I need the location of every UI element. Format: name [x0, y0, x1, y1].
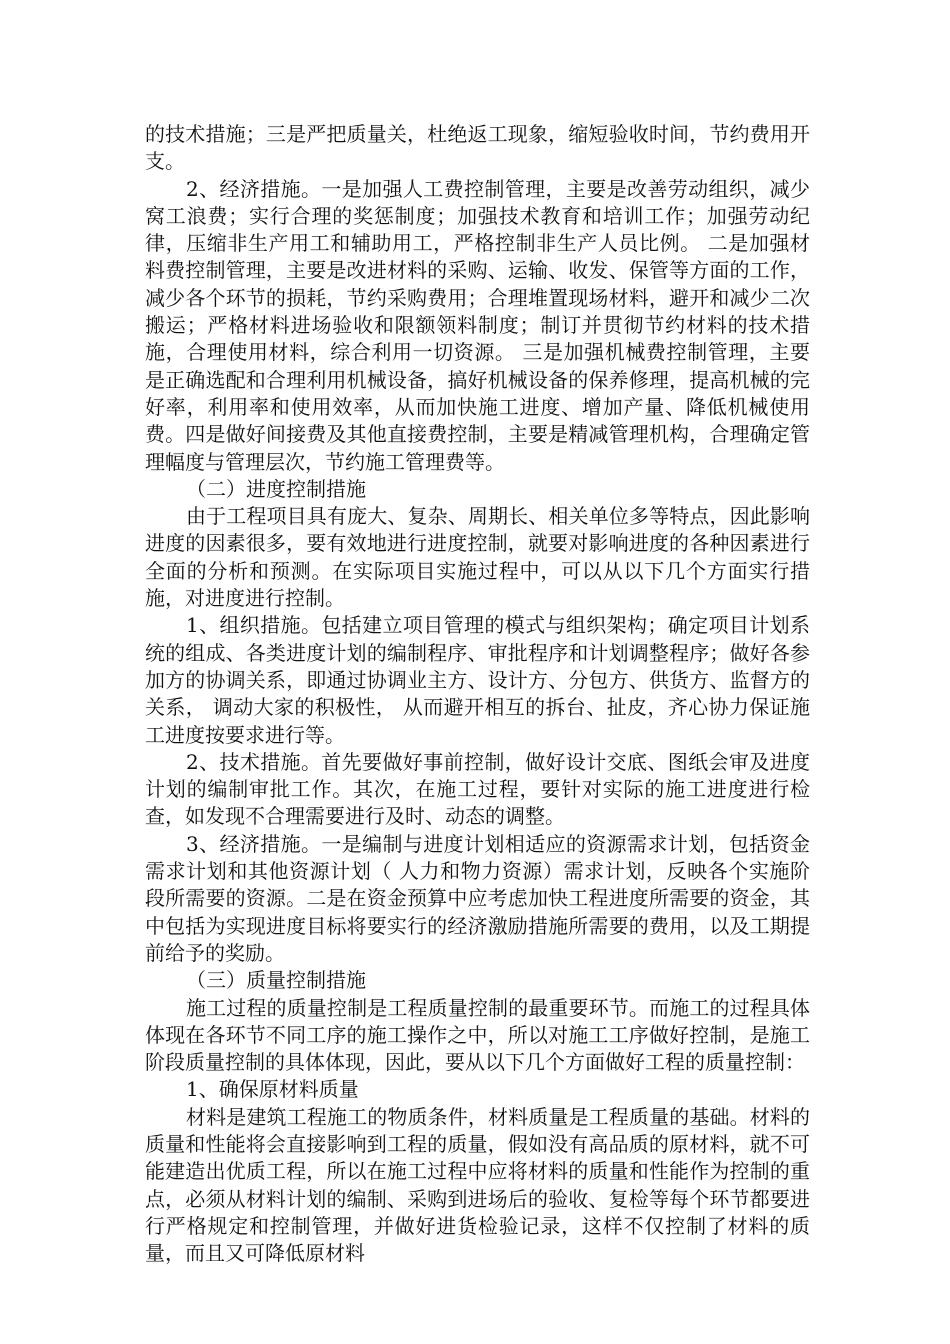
paragraph-schedule-intro: 由于工程项目具有庞大、复杂、周期长、相关单位多等特点，因此影响进度的因素很多，要有效地进行进度控制，就要对影响进度的各种因素进行全面的分析和预测。在实际项目实施过程中，可以从以下几个方面实行措施，对进度进行控制。: [145, 504, 810, 611]
paragraph-economic-measures: 2、经济措施。一是加强人工费控制管理，主要是改善劳动组织，减少窝工浪费；实行合理的奖惩制度；加强技术教育和培训工作；加强劳动纪律，压缩非生产用工和辅助用工，严格控制非生产人员比例。 二是加强材料费控制管理，主要是改进材料的采购、运输、收发、保管等方面的工作，减少各个环节的损耗，节约采购费用；合理堆置现场材料，避开和减少二次搬运；严格材料进场验收和限额领料制度；制订并贯彻节约材料的技术措施，合理使用材料，综合利用一切资源。 三是加强机械费控制管理，主要是正确选配和合理利用机械设备，搞好机械设备的保养修理，提高机械的完好率，利用率和使用效率，从而加快施工进度、增加产量、降低机械使用费。四是做好间接费及其他直接费控制，主要是精减管理机构，合理确定管理幅度与管理层次，节约施工管理费等。: [145, 176, 810, 474]
document-body: [145, 121, 810, 1267]
paragraph-quality-intro: 施工过程的质量控制是工程质量控制的最重要环节。而施工的过程具体体现在各环节不同工序的施工操作之中，所以对施工工序做好控制，是施工阶段质量控制的具体体现，因此，要从以下几个方面做好工程的质量控制：: [145, 995, 810, 1075]
subheading-material-quality: 1、确保原材料质量: [186, 1077, 359, 1102]
paragraph-material-quality: 材料是建筑工程施工的物质条件，材料质量是工程质量的基础。材料的质量和性能将会直接影响到工程的质量，假如没有高品质的原材料，就不可能建造出优质工程，所以在施工过程中应将材料的质量和性能作为控制的重点，必须从材料计划的编制、采购到进场后的验收、复检等每个环节都要进行严格规定和控制管理，并做好进货检验记录，这样不仅控制了材料的质量，而且又可降低原材料: [145, 1104, 810, 1266]
paragraph-schedule-economic-measures: 3、经济措施。一是编制与进度计划相适应的资源需求计划，包括资金需求计划和其他资源计划（ 人力和物力资源）需求计划，反映各个实施阶段所需要的资源。二是在资金预算中应考虑加快工程进度所需要的资金，其中包括为实现进度目标将要实行的经济激励措施所需要的费用，以及工期提前给予的奖励。: [145, 831, 810, 965]
paragraph-1: 的技术措施；三是严把质量关，杜绝返工现象，缩短验收时间，节约费用开支。: [145, 122, 810, 174]
paragraph-organizational-measures: 1、组织措施。包括建立项目管理的模式与组织架构；确定项目计划系统的组成、各类进度计划的编制程序、审批程序和计划调整程序；做好各参加方的协调关系，即通过协调业主方、设计方、分包方、供货方、监督方的关系， 调动大家的积极性， 从而避开相互的拆台、扯皮，齐心协力保证施工进度按要求进行等。: [145, 613, 810, 747]
paragraph-technical-measures: 2、技术措施。首先要做好事前控制，做好设计交底、图纸会审及进度计划的编制审批工作。其次，在施工过程，要针对实际的施工进度进行检查，如发现不合理需要进行及时、动态的调整。: [145, 749, 810, 829]
section-heading-quality-control: （三）质量控制措施: [186, 968, 366, 993]
section-heading-schedule-control: （二）进度控制措施: [186, 476, 366, 501]
